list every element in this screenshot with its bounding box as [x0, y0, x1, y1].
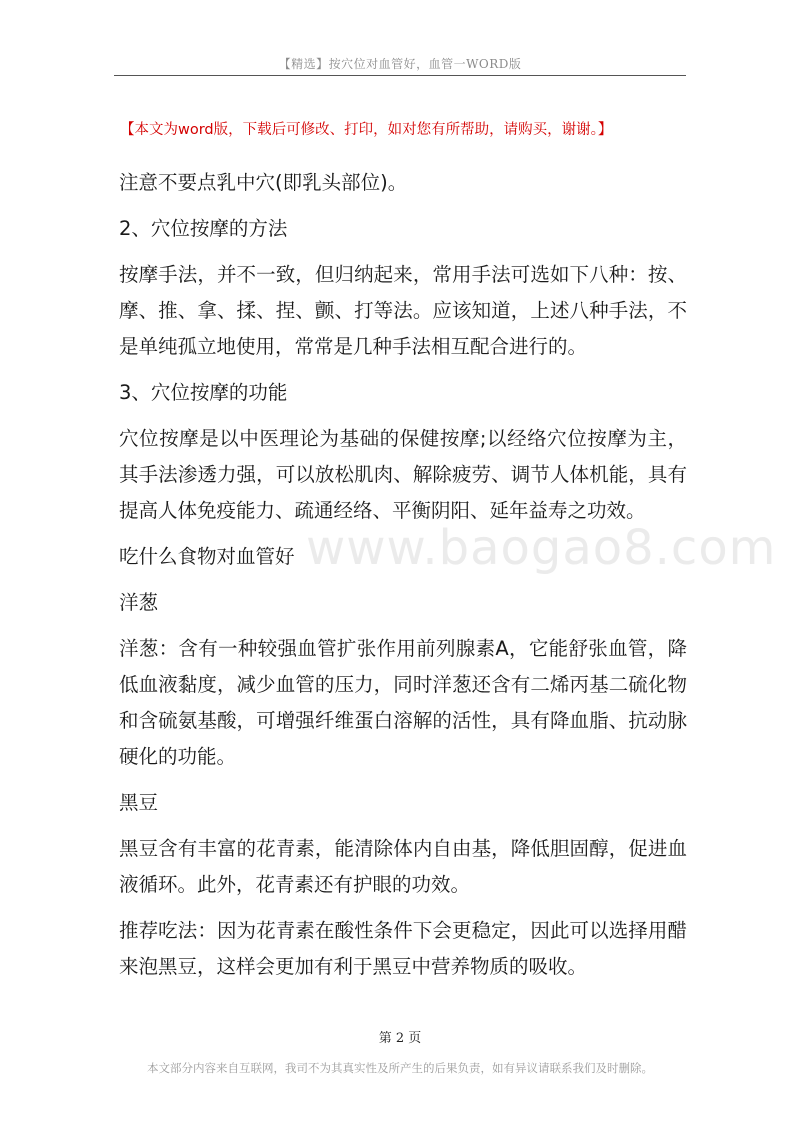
page-header: 【精选】按穴位对血管好，血管一WORD版: [278, 57, 522, 71]
section-heading: 吃什么食物对血管好: [119, 545, 295, 568]
section-heading: 2、穴位按摩的方法: [119, 217, 288, 240]
paragraph: 注意不要点乳中穴(即乳头部位)。: [119, 171, 408, 194]
header-divider: [114, 75, 686, 76]
food-heading: 黑豆: [119, 791, 159, 814]
paragraph: 推荐吃法：因为花青素在酸性条件下会更稳定，因此可以选择用醋来泡黑豆，这样会更加有利于黑豆中营养物质的吸收。: [119, 919, 687, 978]
paragraph: 穴位按摩是以中医理论为基础的保健按摩;以经络穴位按摩为主，其手法渗透力强，可以放松肌肉、解除疲劳、调节人体机能，具有提高人体免疫能力、疏通经络、平衡阴阳、延年益寿之功效。: [119, 427, 687, 522]
page-footer: 本文部分内容来自互联网，我司不为其真实性及所产生的后果负责，如有异议请联系我们及时删除。: [147, 1061, 653, 1075]
download-notice: 【本文为word版，下载后可修改、打印，如对您有所帮助，请购买，谢谢。】: [120, 122, 613, 138]
paragraph: 按摩手法，并不一致，但归纳起来，常用手法可选如下八种：按、摩、推、拿、揉、捏、颤、打等法。应该知道，上述八种手法，不是单纯孤立地使用，常常是几种手法相互配合进行的。: [119, 263, 687, 358]
paragraph: 黑豆含有丰富的花青素，能清除体内自由基，降低胆固醇，促进血液循环。此外，花青素还有护眼的功效。: [119, 837, 687, 896]
watermark: www.baogao8.com: [306, 520, 777, 576]
document-body: [119, 165, 687, 995]
paragraph: 洋葱：含有一种较强血管扩张作用前列腺素A，它能舒张血管，降低血液黏度，减少血管的压力，同时洋葱还含有二烯丙基二硫化物和含硫氨基酸，可增强纤维蛋白溶解的活性，具有降血脂、抗动脉硬化的功能。: [119, 637, 687, 768]
food-heading: 洋葱: [119, 591, 159, 614]
page-number: 第 2 页: [378, 1031, 422, 1046]
section-heading: 3、穴位按摩的功能: [119, 381, 288, 404]
